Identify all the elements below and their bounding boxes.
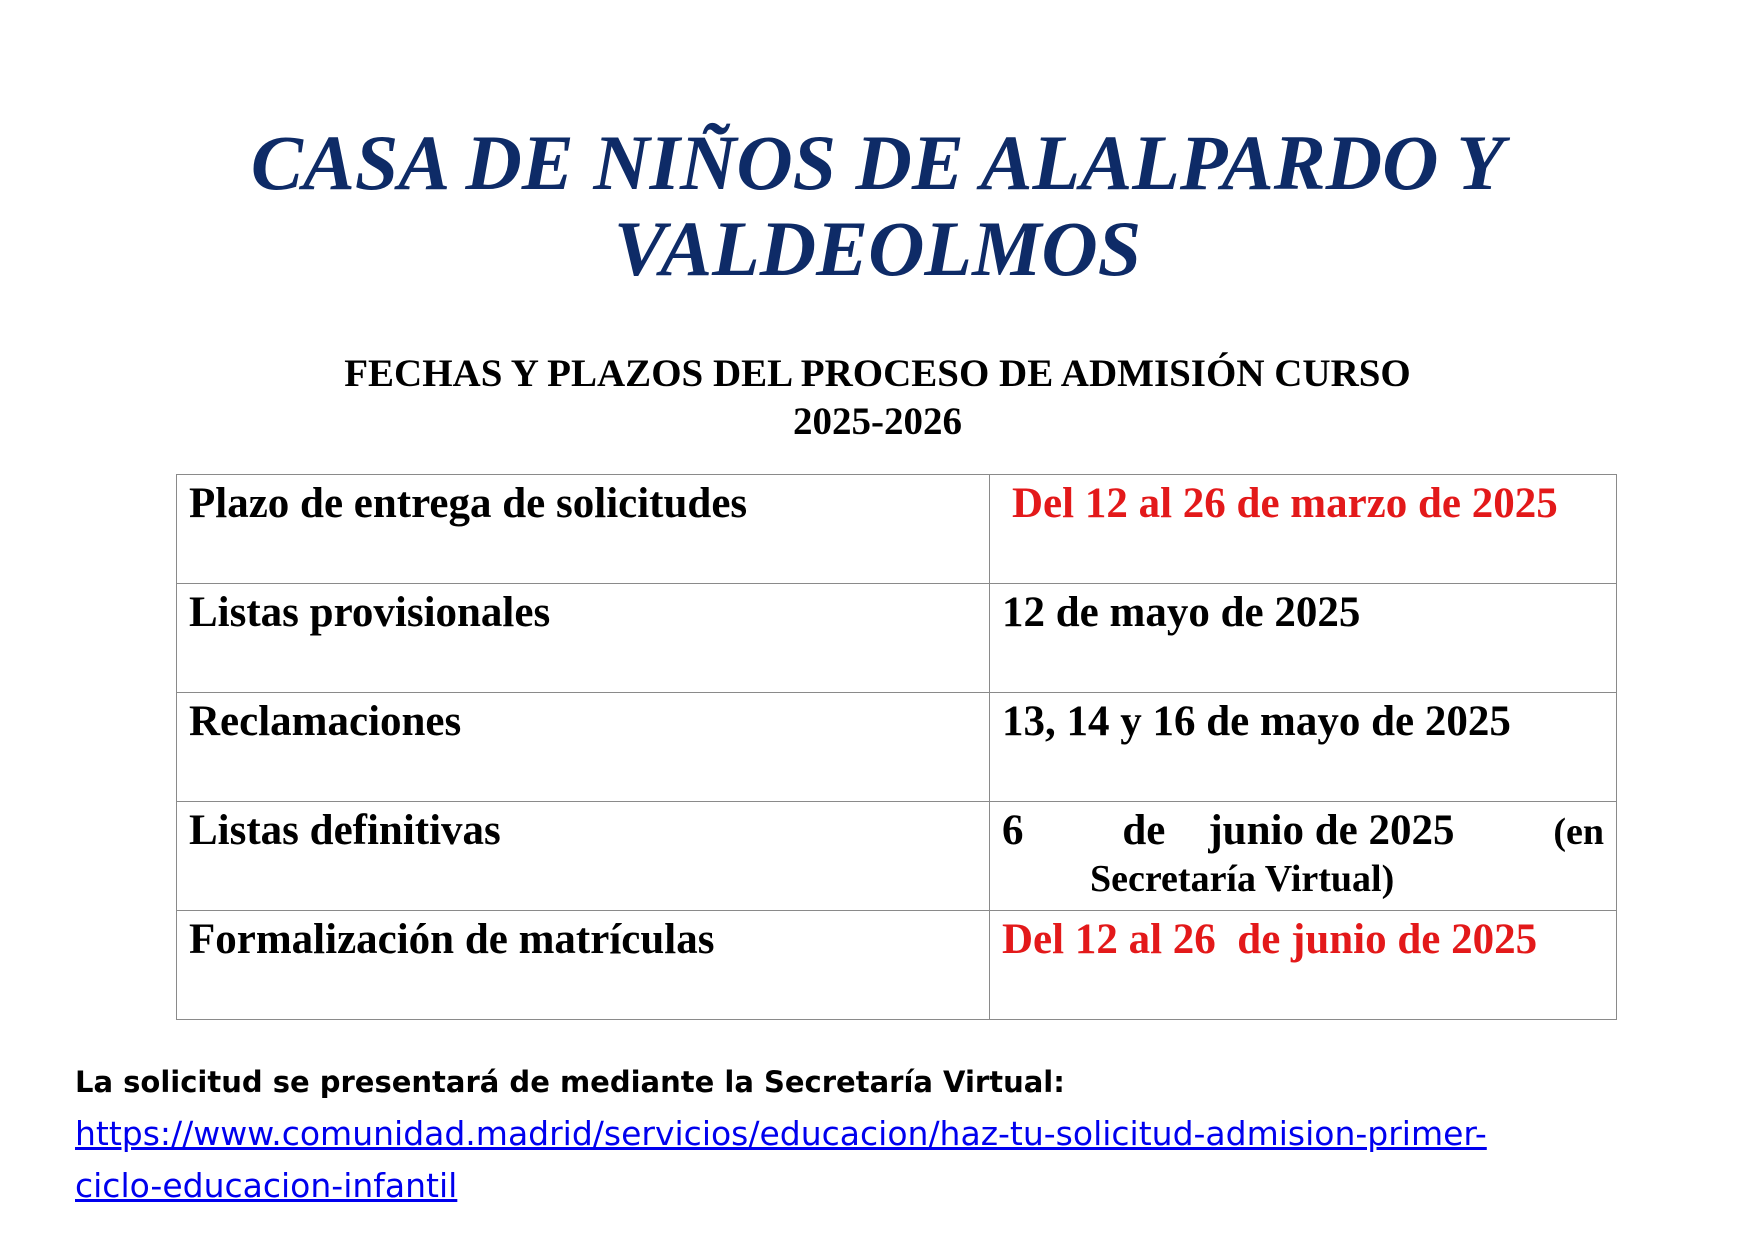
row-label: Listas definitivas: [177, 802, 990, 911]
table-row: [177, 475, 1617, 584]
row-label: Listas provisionales: [177, 584, 990, 693]
table-row: [177, 911, 1617, 1020]
value-line-1: [1002, 806, 1604, 857]
row-value-text: Del 12 al 26 de junio de 2025: [1002, 916, 1538, 963]
row-value: 12 de mayo de 2025: [990, 584, 1617, 693]
link-line-2: ciclo-educacion-infantil: [75, 1166, 458, 1205]
value-date-text: de junio de 2025: [1122, 807, 1455, 854]
table-row: [177, 584, 1617, 693]
row-value: [990, 911, 1617, 1020]
subtitle-line-2: 2025-2026: [793, 400, 962, 443]
subtitle-line-1: FECHAS Y PLAZOS DEL PROCESO DE ADMISIÓN CURSO: [344, 352, 1411, 395]
row-value: [990, 802, 1617, 911]
submission-link-block: [75, 1108, 1635, 1212]
table-row: [177, 693, 1617, 802]
document-title: [0, 120, 1755, 292]
title-line-2: VALDEOLMOS: [613, 205, 1142, 292]
value-note-start: (en: [1553, 811, 1604, 853]
submission-note: La solicitud se presentará de mediante la Secretaría Virtual:: [75, 1065, 1065, 1099]
value-line-2: Secretaría Virtual): [1090, 858, 1395, 900]
row-value: 13, 14 y 16 de mayo de 2025: [990, 693, 1617, 802]
title-line-1: CASA DE NIÑOS DE ALALPARDO Y: [250, 119, 1505, 206]
admission-schedule-table: [176, 474, 1617, 1020]
link-line-1: https://www.comunidad.madrid/servicios/educacion/haz-tu-solicitud-admision-primer-: [75, 1114, 1487, 1153]
row-label: Reclamaciones: [177, 693, 990, 802]
secretaria-virtual-link[interactable]: [75, 1114, 1487, 1205]
row-label: Formalización de matrículas: [177, 911, 990, 1020]
row-label: Plazo de entrega de solicitudes: [177, 475, 990, 584]
row-value: [990, 475, 1617, 584]
value-day: 6: [1002, 807, 1024, 854]
document-subtitle: [0, 350, 1755, 446]
row-value-text: Del 12 al 26 de marzo de 2025: [1012, 480, 1558, 527]
table-row: [177, 802, 1617, 911]
